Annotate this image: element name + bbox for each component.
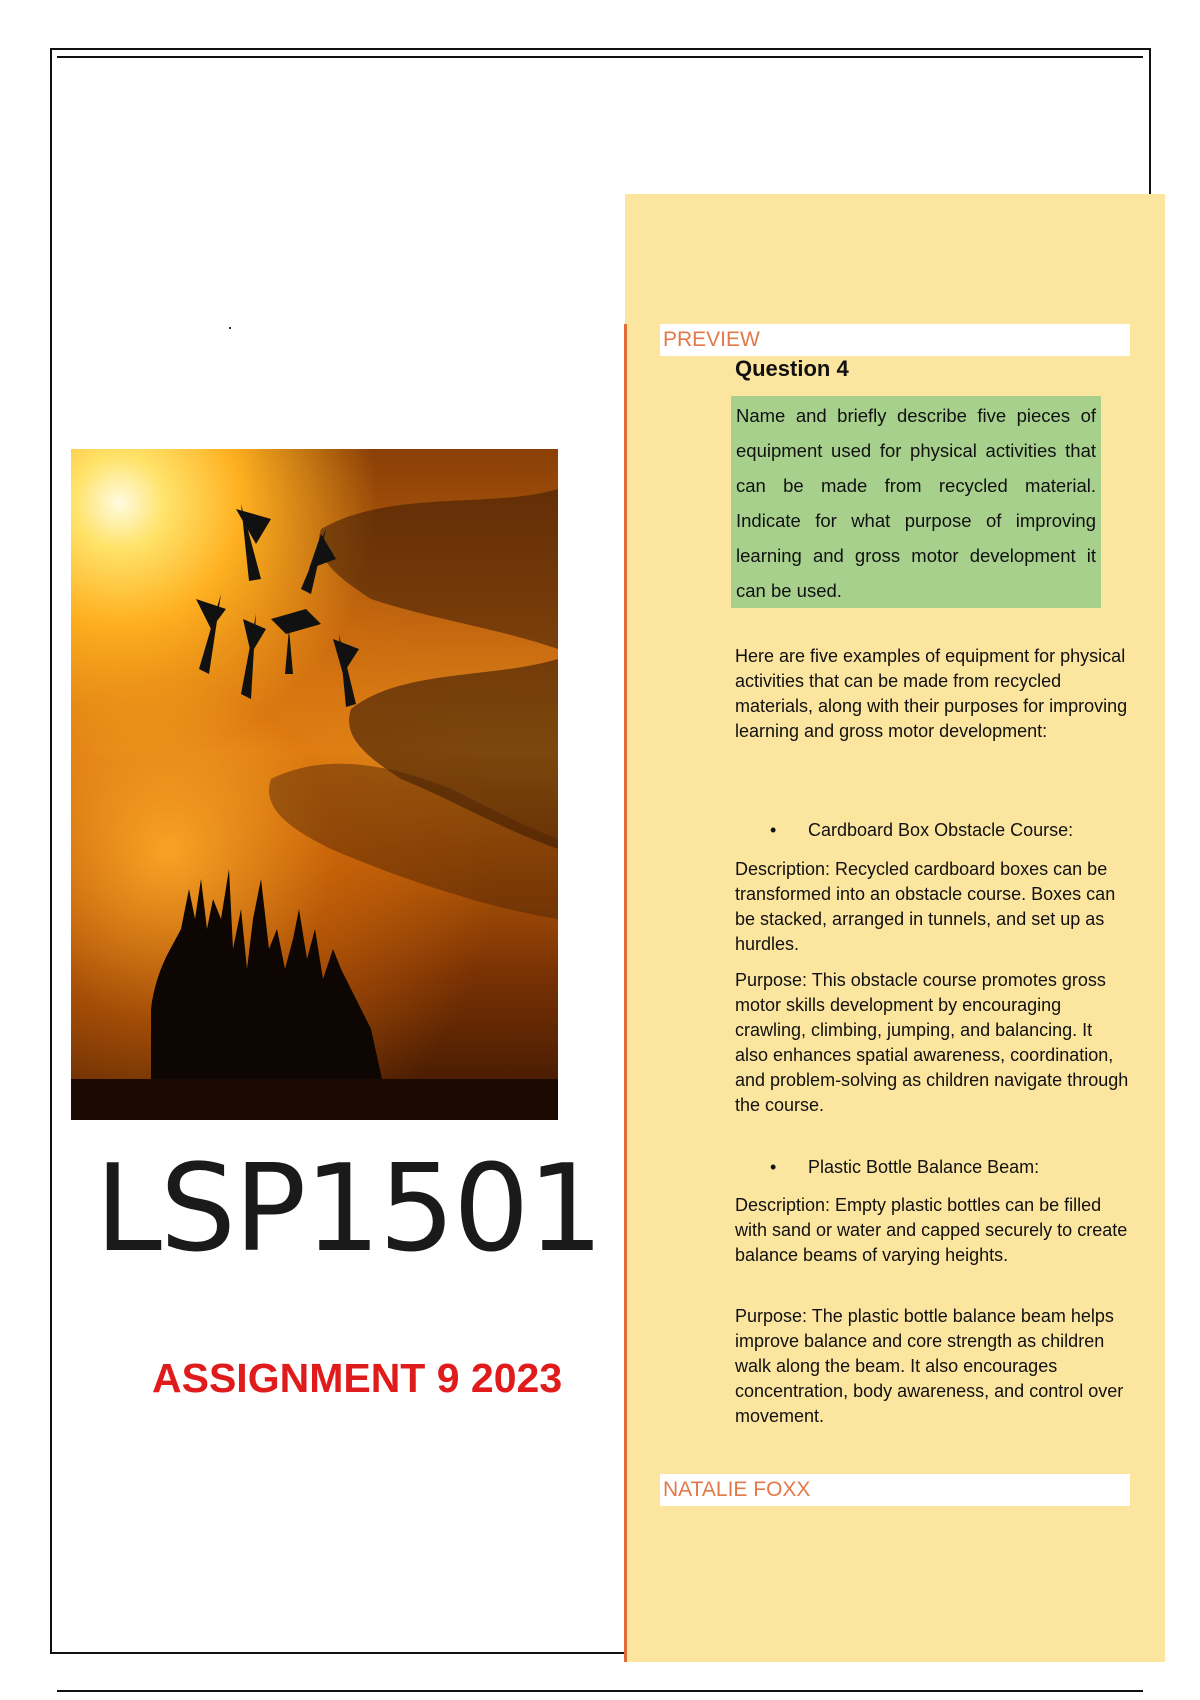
cover-photo bbox=[71, 449, 558, 1120]
item-description: Description: Recycled cardboard boxes can be transformed into an obstacle course. Boxes can be stacked, arranged in tunnels, and set up as hurdles. bbox=[735, 859, 1116, 954]
item-title: Cardboard Box Obstacle Course: bbox=[808, 820, 1074, 840]
item-purpose: Purpose: The plastic bottle balance beam helps improve balance and core strength as children walk along the beam. It also encourages concentration, body awareness, and control over movement. bbox=[735, 1306, 1124, 1426]
graduation-caps-silhouette-icon bbox=[71, 449, 558, 1120]
question-text: Name and briefly describe five pieces of equipment used for physical activities that can be made from recycled material. Indicate for what purpose of improving learning and gross motor development it can be used. bbox=[731, 396, 1101, 608]
item-description: Description: Empty plastic bottles can be filled with sand or water and capped securely to create balance beams of varying heights. bbox=[735, 1195, 1128, 1265]
panel-accent-rule bbox=[624, 324, 627, 1662]
assignment-title: ASSIGNMENT 9 2023 bbox=[152, 1355, 563, 1401]
list-item bbox=[770, 820, 1073, 841]
frame-inner-rule bbox=[57, 56, 1143, 58]
course-code: LSP1501 bbox=[95, 1140, 602, 1279]
intro-paragraph: Here are five examples of equipment for physical activities that can be made from recycled materials, along with their purposes for improving learning and gross motor development: bbox=[735, 646, 1128, 741]
bullet-icon: • bbox=[770, 820, 777, 840]
bottom-rule bbox=[57, 1690, 1143, 1692]
question-title: Question 4 bbox=[735, 356, 849, 381]
list-item bbox=[770, 1157, 1039, 1178]
item-title: Plastic Bottle Balance Beam: bbox=[808, 1157, 1040, 1177]
bullet-icon: • bbox=[770, 1157, 777, 1177]
author-label: NATALIE FOXX bbox=[660, 1474, 1130, 1506]
item-purpose: Purpose: This obstacle course promotes gross motor skills development by encouraging crawling, climbing, jumping, and balancing. It also enhances spatial awareness, coordination, and problem-solving as children navigate through the course. bbox=[735, 970, 1129, 1115]
stray-dot bbox=[229, 327, 231, 329]
preview-label: PREVIEW bbox=[660, 324, 1130, 356]
